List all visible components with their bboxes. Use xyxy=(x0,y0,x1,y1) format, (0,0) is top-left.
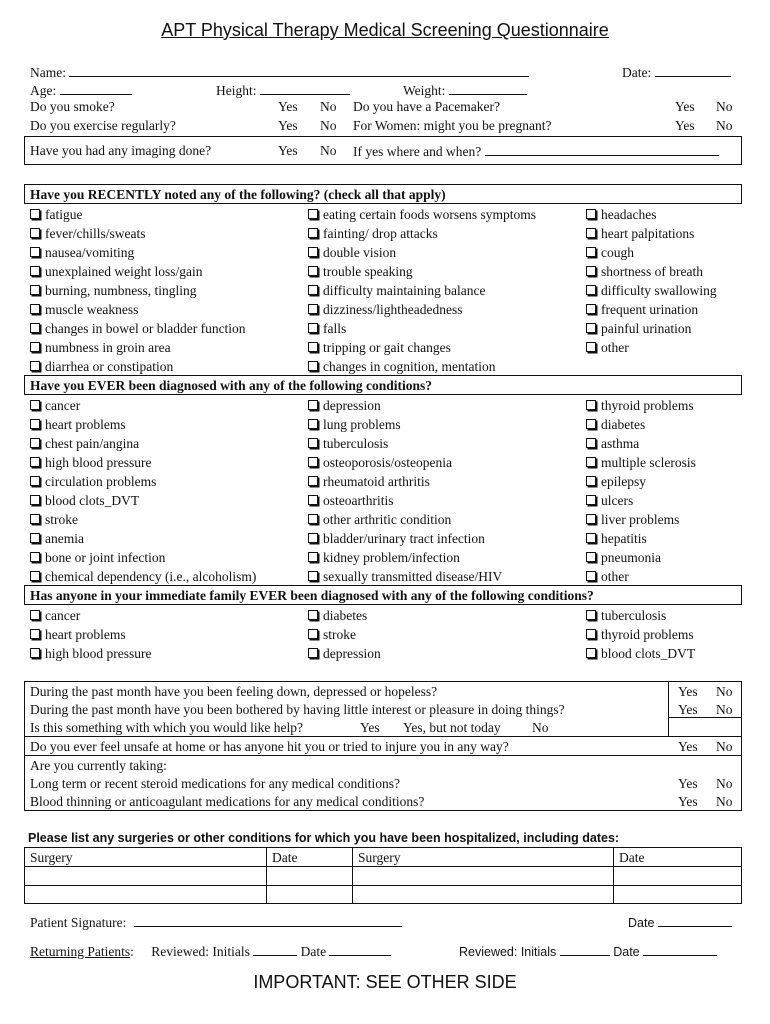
family-header: Has anyone in your immediate family EVER been diagnosed with any of the following conditions? xyxy=(30,588,594,603)
checkbox[interactable] xyxy=(586,514,596,524)
checklist-item-label: pneumonia xyxy=(601,550,661,565)
exercise-yes[interactable]: Yes xyxy=(278,118,298,133)
checklist-item[interactable] xyxy=(586,283,717,299)
checkbox[interactable] xyxy=(586,228,596,238)
checklist-item-label: unexplained weight loss/gain xyxy=(45,264,203,279)
checkbox[interactable] xyxy=(586,552,596,562)
checklist-item[interactable] xyxy=(30,245,134,261)
date-col-header-2: Date xyxy=(619,850,645,865)
checklist-item[interactable] xyxy=(308,340,451,356)
reviewed-initials-label-2: Reviewed: Initials xyxy=(459,945,557,959)
signature-field[interactable] xyxy=(30,914,402,931)
checkbox[interactable] xyxy=(30,304,40,314)
checklist-item-label: difficulty maintaining balance xyxy=(323,283,486,298)
checklist-item[interactable] xyxy=(30,512,78,528)
checkbox[interactable] xyxy=(30,209,40,219)
checklist-item-label: chemical dependency (i.e., alcoholism) xyxy=(45,569,257,584)
checklist-item-label: multiple sclerosis xyxy=(601,455,696,470)
checkbox[interactable] xyxy=(586,209,596,219)
checklist-item-label: double vision xyxy=(323,245,397,260)
checkbox[interactable] xyxy=(586,476,596,486)
checklist-item-label: kidney problem/infection xyxy=(323,550,460,565)
checklist-item[interactable] xyxy=(30,398,80,414)
checklist-item[interactable] xyxy=(586,531,647,547)
reviewed-date-field[interactable] xyxy=(329,943,391,956)
checklist-item[interactable] xyxy=(586,512,679,528)
checkbox[interactable] xyxy=(308,209,318,219)
checklist-item-label: burning, numbness, tingling xyxy=(45,283,197,298)
reviewed-initials-label: Reviewed: Initials xyxy=(151,944,250,959)
checkbox[interactable] xyxy=(586,323,596,333)
checkbox[interactable] xyxy=(586,457,596,467)
weight-label: Weight: xyxy=(403,83,446,98)
smoke-yes[interactable]: Yes xyxy=(278,99,298,114)
checkbox[interactable] xyxy=(308,266,318,276)
checklist-item-label: changes in cognition, mentation xyxy=(323,359,496,374)
checklist-item-label: difficulty swallowing xyxy=(601,283,717,298)
checklist-item-label: heart problems xyxy=(45,627,126,642)
checklist-item[interactable] xyxy=(586,417,645,433)
checklist-item-label: nausea/vomiting xyxy=(45,245,135,260)
interest-yes[interactable]: Yes xyxy=(678,702,698,717)
checklist-item[interactable] xyxy=(30,569,256,585)
checklist-item-label: other arthritic condition xyxy=(323,512,452,527)
checklist-item-label: rheumatoid arthritis xyxy=(323,474,430,489)
age-label: Age: xyxy=(30,83,57,98)
checklist-item-label: muscle weakness xyxy=(45,302,139,317)
recent-header: Have you RECENTLY noted any of the following? (check all that apply) xyxy=(30,187,446,202)
checklist-item[interactable] xyxy=(586,550,661,566)
checkbox[interactable] xyxy=(308,400,318,410)
checkbox[interactable] xyxy=(30,571,40,581)
imaging-when-label: If yes where and when? xyxy=(353,144,482,159)
checkbox[interactable] xyxy=(30,266,40,276)
anticoagulant-no[interactable]: No xyxy=(716,794,733,809)
checklist-item-label: stroke xyxy=(323,627,356,642)
checklist-item[interactable] xyxy=(30,627,126,643)
checklist-item-label: tuberculosis xyxy=(323,436,389,451)
date-col-header-1: Date xyxy=(272,850,298,865)
checklist-item[interactable] xyxy=(308,512,451,528)
help-yes-not-today[interactable]: Yes, but not today xyxy=(403,720,501,735)
checkbox[interactable] xyxy=(586,342,596,352)
checklist-item[interactable] xyxy=(308,321,346,337)
checkbox[interactable] xyxy=(30,285,40,295)
checkbox[interactable] xyxy=(30,342,40,352)
checklist-item-label: depression xyxy=(323,646,381,661)
exercise-no[interactable]: No xyxy=(320,118,337,133)
steroid-question: Long term or recent steroid medications for any medical conditions? xyxy=(30,776,401,791)
checklist-item-label: dizziness/lightheadedness xyxy=(323,302,463,317)
checklist-item[interactable] xyxy=(30,283,197,299)
date-cell-r1c1[interactable] xyxy=(267,867,351,884)
interest-no[interactable]: No xyxy=(716,702,733,717)
checklist-item[interactable] xyxy=(586,264,703,280)
checklist-item-label: heart problems xyxy=(45,417,126,432)
pregnant-yes[interactable]: Yes xyxy=(675,118,695,133)
checklist-item[interactable] xyxy=(308,398,381,414)
checklist-item[interactable] xyxy=(586,455,696,471)
checkbox[interactable] xyxy=(30,648,40,658)
checklist-item-label: osteoarthritis xyxy=(323,493,394,508)
checkbox[interactable] xyxy=(586,533,596,543)
help-no[interactable]: No xyxy=(532,720,549,735)
checklist-item[interactable] xyxy=(30,646,151,662)
checkbox[interactable] xyxy=(308,457,318,467)
surgery-instruction: Please list any surgeries or other conditions for which you have been hospitalized, including dates: xyxy=(28,831,620,845)
medications-heading: Are you currently taking: xyxy=(30,758,167,773)
checklist-item[interactable] xyxy=(30,455,151,471)
checkbox[interactable] xyxy=(30,247,40,257)
checkbox[interactable] xyxy=(30,361,40,371)
checklist-item-label: diarrhea or constipation xyxy=(45,359,174,374)
checkbox[interactable] xyxy=(30,533,40,543)
checklist-item[interactable] xyxy=(308,417,401,433)
checklist-item[interactable] xyxy=(308,264,413,280)
checklist-item[interactable] xyxy=(308,474,430,490)
checklist-item-label: other xyxy=(601,340,629,355)
checklist-item[interactable] xyxy=(30,226,145,242)
checkbox[interactable] xyxy=(308,361,318,371)
checklist-item[interactable] xyxy=(308,245,396,261)
checkbox[interactable] xyxy=(308,533,318,543)
checklist-item[interactable] xyxy=(586,245,634,261)
signature-date-field[interactable] xyxy=(628,914,732,930)
checklist-item-label: asthma xyxy=(601,436,640,451)
checkbox[interactable] xyxy=(30,610,40,620)
age-field[interactable] xyxy=(30,82,132,99)
checklist-item-label: high blood pressure xyxy=(45,646,152,661)
checklist-item-label: cough xyxy=(601,245,634,260)
checklist-item[interactable] xyxy=(30,359,173,375)
checkbox[interactable] xyxy=(30,419,40,429)
checkbox[interactable] xyxy=(308,323,318,333)
pacemaker-yes[interactable]: Yes xyxy=(675,99,695,114)
checklist-item[interactable] xyxy=(586,302,698,318)
surgery-col-header-1: Surgery xyxy=(30,850,73,865)
checkbox[interactable] xyxy=(308,476,318,486)
checklist-item[interactable] xyxy=(308,207,536,223)
checklist-item-label: diabetes xyxy=(601,417,646,432)
checklist-item[interactable] xyxy=(308,531,485,547)
checklist-item-label: trouble speaking xyxy=(323,264,413,279)
pregnant-no[interactable]: No xyxy=(716,118,733,133)
checklist-item[interactable] xyxy=(30,207,82,223)
checkbox[interactable] xyxy=(586,285,596,295)
height-label: Height: xyxy=(216,83,257,98)
checkbox[interactable] xyxy=(308,419,318,429)
depressed-yes[interactable]: Yes xyxy=(678,684,698,699)
checkbox[interactable] xyxy=(308,342,318,352)
checkbox[interactable] xyxy=(308,304,318,314)
checklist-item[interactable] xyxy=(586,321,691,337)
checklist-item[interactable] xyxy=(30,417,126,433)
checkbox[interactable] xyxy=(586,400,596,410)
checkbox[interactable] xyxy=(586,495,596,505)
checklist-item-label: numbness in groin area xyxy=(45,340,171,355)
checkbox[interactable] xyxy=(30,323,40,333)
checklist-item[interactable] xyxy=(586,340,629,356)
checkbox[interactable] xyxy=(30,400,40,410)
depressed-no[interactable]: No xyxy=(716,684,733,699)
anticoagulant-question: Blood thinning or anticoagulant medications for any medical conditions? xyxy=(30,794,425,809)
checklist-item[interactable] xyxy=(308,493,394,509)
reviewed-initials-field-2[interactable] xyxy=(560,943,610,956)
checklist-item-label: lung problems xyxy=(323,417,401,432)
checklist-item-label: tuberculosis xyxy=(601,608,667,623)
checkbox[interactable] xyxy=(586,304,596,314)
exercise-question: Do you exercise regularly? xyxy=(30,118,176,133)
checklist-item-label: high blood pressure xyxy=(45,455,152,470)
checkbox[interactable] xyxy=(308,629,318,639)
checklist-item[interactable] xyxy=(586,627,694,643)
checklist-item-label: thyroid problems xyxy=(601,627,694,642)
checklist-item[interactable] xyxy=(586,207,656,223)
surgery-cell-r1c2[interactable] xyxy=(353,867,612,884)
date-label: Date: xyxy=(622,65,652,80)
checklist-item-label: blood clots_DVT xyxy=(601,646,696,661)
date-cell-r2c1[interactable] xyxy=(267,886,351,903)
checklist-item-label: diabetes xyxy=(323,608,368,623)
checklist-item-label: fainting/ drop attacks xyxy=(323,226,438,241)
checklist-item[interactable] xyxy=(30,474,156,490)
checkbox[interactable] xyxy=(586,247,596,257)
checkbox[interactable] xyxy=(308,495,318,505)
checklist-item-label: epilepsy xyxy=(601,474,646,489)
checklist-item[interactable] xyxy=(308,646,381,662)
checklist-item[interactable] xyxy=(586,569,629,585)
checklist-item[interactable] xyxy=(308,302,462,318)
checklist-item-label: cancer xyxy=(45,608,81,623)
checklist-item-label: stroke xyxy=(45,512,78,527)
name-label: Name: xyxy=(30,65,66,80)
checklist-item[interactable] xyxy=(586,474,646,490)
checklist-item-label: frequent urination xyxy=(601,302,699,317)
date-cell-r1c2[interactable] xyxy=(614,867,741,884)
checkbox[interactable] xyxy=(586,419,596,429)
checklist-item-label: osteoporosis/osteopenia xyxy=(323,455,452,470)
checklist-item-label: blood clots_DVT xyxy=(45,493,140,508)
unsafe-yes[interactable]: Yes xyxy=(678,739,698,754)
imaging-question: Have you had any imaging done? xyxy=(30,143,212,158)
checklist-item[interactable] xyxy=(586,646,695,662)
checkbox[interactable] xyxy=(586,266,596,276)
checklist-item-label: eating certain foods worsens symptoms xyxy=(323,207,536,222)
checklist-item[interactable] xyxy=(586,226,694,242)
checklist-item[interactable] xyxy=(586,608,666,624)
help-yes[interactable]: Yes xyxy=(360,720,380,735)
checklist-item[interactable] xyxy=(308,550,460,566)
checklist-item-label: tripping or gait changes xyxy=(323,340,451,355)
ever-header: Have you EVER been diagnosed with any of the following conditions? xyxy=(30,378,433,393)
checkbox[interactable] xyxy=(308,648,318,658)
checklist-item[interactable] xyxy=(30,302,138,318)
pacemaker-no[interactable]: No xyxy=(716,99,733,114)
imaging-yes[interactable]: Yes xyxy=(278,143,298,158)
depressed-question: During the past month have you been feeling down, depressed or hopeless? xyxy=(30,684,438,699)
surgery-cell-r1c1[interactable] xyxy=(25,867,265,884)
steroid-yes[interactable]: Yes xyxy=(678,776,698,791)
reviewed-date-field-2[interactable] xyxy=(643,943,717,956)
checkbox[interactable] xyxy=(30,629,40,639)
checkbox[interactable] xyxy=(30,476,40,486)
checkbox[interactable] xyxy=(308,514,318,524)
checklist-item-label: fatigue xyxy=(45,207,83,222)
steroid-no[interactable]: No xyxy=(716,776,733,791)
checklist-item[interactable] xyxy=(586,436,639,452)
smoke-no[interactable]: No xyxy=(320,99,337,114)
checkbox[interactable] xyxy=(308,247,318,257)
checkbox[interactable] xyxy=(30,457,40,467)
height-field[interactable] xyxy=(216,82,350,99)
name-field[interactable] xyxy=(30,64,529,81)
checklist-item-label: bone or joint infection xyxy=(45,550,166,565)
checklist-item[interactable] xyxy=(586,493,633,509)
page-title: APT Physical Therapy Medical Screening Questionnaire xyxy=(161,20,609,40)
checklist-item-label: circulation problems xyxy=(45,474,157,489)
checklist-item-label: ulcers xyxy=(601,493,634,508)
imaging-no[interactable]: No xyxy=(320,143,337,158)
checkbox[interactable] xyxy=(308,228,318,238)
signature-date-label: Date xyxy=(628,916,655,930)
checkbox[interactable] xyxy=(308,571,318,581)
pacemaker-question: Do you have a Pacemaker? xyxy=(353,99,500,114)
checklist-item-label: other xyxy=(601,569,629,584)
checkbox[interactable] xyxy=(308,552,318,562)
checklist-item[interactable] xyxy=(308,226,438,242)
checklist-item[interactable] xyxy=(308,608,367,624)
checkbox[interactable] xyxy=(586,610,596,620)
checklist-item[interactable] xyxy=(308,627,356,643)
anticoagulant-yes[interactable]: Yes xyxy=(678,794,698,809)
checklist-item-label: painful urination xyxy=(601,321,692,336)
checklist-item[interactable] xyxy=(308,283,485,299)
checkbox[interactable] xyxy=(30,514,40,524)
checkbox[interactable] xyxy=(308,285,318,295)
checklist-item[interactable] xyxy=(308,569,502,585)
checklist-item-label: cancer xyxy=(45,398,81,413)
signature-label: Patient Signature: xyxy=(30,915,127,930)
date-cell-r2c2[interactable] xyxy=(614,886,741,903)
checklist-item[interactable] xyxy=(30,436,139,452)
checklist-item-label: thyroid problems xyxy=(601,398,694,413)
reviewed-row-2 xyxy=(459,943,717,959)
reviewed-date-label: Date xyxy=(300,944,327,959)
unsafe-question: Do you ever feel unsafe at home or has anyone hit you or tried to injure you in any way? xyxy=(30,739,509,754)
checklist-item-label: depression xyxy=(323,398,381,413)
checkbox[interactable] xyxy=(30,438,40,448)
checkbox[interactable] xyxy=(586,438,596,448)
checklist-item[interactable] xyxy=(586,398,694,414)
surgery-col-header-2: Surgery xyxy=(358,850,401,865)
weight-field[interactable] xyxy=(403,82,527,99)
checkbox[interactable] xyxy=(30,495,40,505)
help-question: Is this something with which you would like help? xyxy=(30,720,303,735)
checklist-item[interactable] xyxy=(30,493,139,509)
checkbox[interactable] xyxy=(30,552,40,562)
surgery-cell-r2c2[interactable] xyxy=(353,886,612,903)
checklist-item-label: hepatitis xyxy=(601,531,647,546)
checkbox[interactable] xyxy=(586,571,596,581)
surgery-cell-r2c1[interactable] xyxy=(25,886,265,903)
checklist-item[interactable] xyxy=(30,550,165,566)
checklist-item[interactable] xyxy=(30,608,80,624)
date-field[interactable] xyxy=(622,64,731,81)
checklist-item-label: heart palpitations xyxy=(601,226,695,241)
checklist-item-label: changes in bowel or bladder function xyxy=(45,321,246,336)
important-notice: IMPORTANT: SEE OTHER SIDE xyxy=(253,972,517,992)
interest-question: During the past month have you been bothered by having little interest or pleasure in doing things? xyxy=(30,702,565,717)
checklist-item-label: chest pain/angina xyxy=(45,436,140,451)
checklist-item[interactable] xyxy=(308,359,495,375)
returning-patients-label: Returning Patients xyxy=(30,944,131,959)
checklist-item-label: falls xyxy=(323,321,347,336)
checklist-item-label: bladder/urinary tract infection xyxy=(323,531,485,546)
checkbox[interactable] xyxy=(308,610,318,620)
checklist-item[interactable] xyxy=(30,321,246,337)
unsafe-no[interactable]: No xyxy=(716,739,733,754)
checklist-item-label: liver problems xyxy=(601,512,680,527)
checkbox[interactable] xyxy=(586,648,596,658)
checklist-item[interactable] xyxy=(30,340,171,356)
checklist-item-label: anemia xyxy=(45,531,84,546)
reviewed-date-label-2: Date xyxy=(613,945,640,959)
checklist-item-label: headaches xyxy=(601,207,657,222)
pregnant-question: For Women: might you be pregnant? xyxy=(353,118,552,133)
checklist-item[interactable] xyxy=(30,264,202,280)
checkbox[interactable] xyxy=(30,228,40,238)
imaging-when-field[interactable] xyxy=(353,143,719,160)
checklist-item[interactable] xyxy=(308,455,452,471)
returning-patients-row: Returning Patients: Reviewed: Initials Date xyxy=(30,943,391,960)
checklist-item-label: shortness of breath xyxy=(601,264,703,279)
checkbox[interactable] xyxy=(586,629,596,639)
smoke-question: Do you smoke? xyxy=(30,99,115,114)
checklist-item[interactable] xyxy=(30,531,84,547)
checkbox[interactable] xyxy=(308,438,318,448)
checklist-item-label: sexually transmitted disease/HIV xyxy=(323,569,503,584)
checklist-item-label: fever/chills/sweats xyxy=(45,226,146,241)
checklist-item[interactable] xyxy=(308,436,388,452)
reviewed-initials-field[interactable] xyxy=(253,943,297,956)
